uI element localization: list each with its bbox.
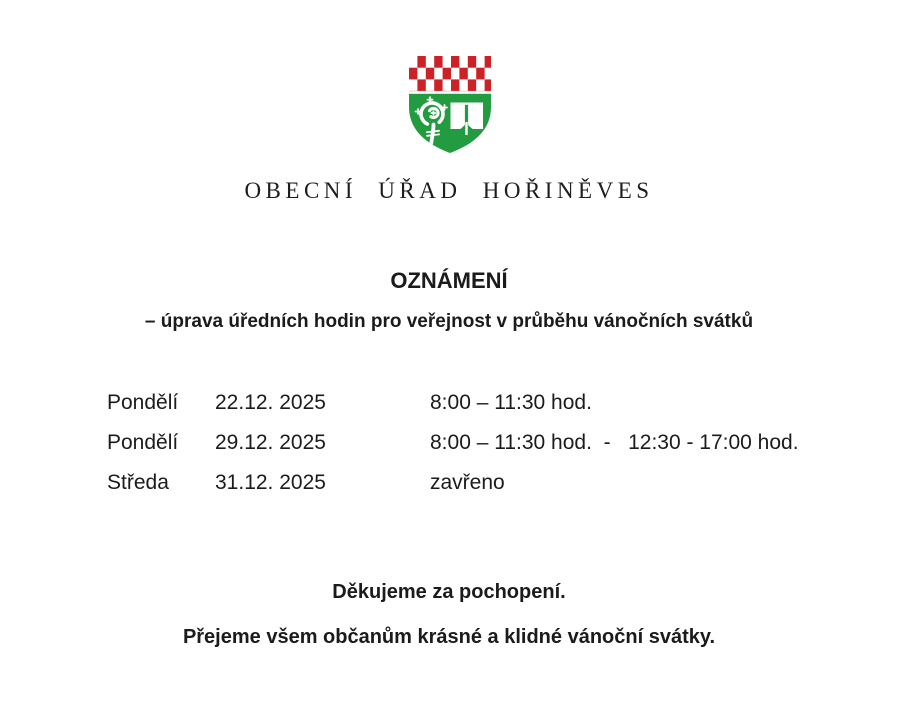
holiday-wishes-message: Přejeme všem občanům krásné a klidné vánoční svátky. xyxy=(182,626,716,648)
schedule-row xyxy=(107,423,799,463)
shield-checkered-chief xyxy=(409,56,491,91)
office-title: OBECNÍ ÚŘAD HOŘINĚVES xyxy=(244,178,654,203)
schedule-row xyxy=(107,463,799,503)
schedule-day: Pondělí xyxy=(107,391,179,414)
schedule-row xyxy=(107,383,799,423)
schedule-day: Středa xyxy=(107,471,169,494)
schedule-date: 22.12. 2025 xyxy=(215,391,326,414)
schedule-day: Pondělí xyxy=(107,431,179,454)
coat-of-arms xyxy=(407,54,493,155)
coat-of-arms-shield-icon xyxy=(407,54,493,155)
thanks-message: Děkujeme za pochopení. xyxy=(332,581,566,603)
schedule-date: 31.12. 2025 xyxy=(215,471,326,494)
announcement-heading: OZNÁMENÍ xyxy=(390,268,508,293)
schedule-hours: zavřeno xyxy=(430,471,505,494)
schedule-hours: 8:00 – 11:30 hod. xyxy=(430,391,592,414)
schedule-hours: 8:00 – 11:30 hod. - 12:30 - 17:00 hod. xyxy=(430,431,799,454)
schedule-date: 29.12. 2025 xyxy=(215,431,326,454)
announcement-subtitle: – úprava úředních hodin pro veřejnost v průběhu vánočních svátků xyxy=(144,311,754,332)
shield-divider xyxy=(409,91,491,94)
schedule-table xyxy=(107,383,799,503)
